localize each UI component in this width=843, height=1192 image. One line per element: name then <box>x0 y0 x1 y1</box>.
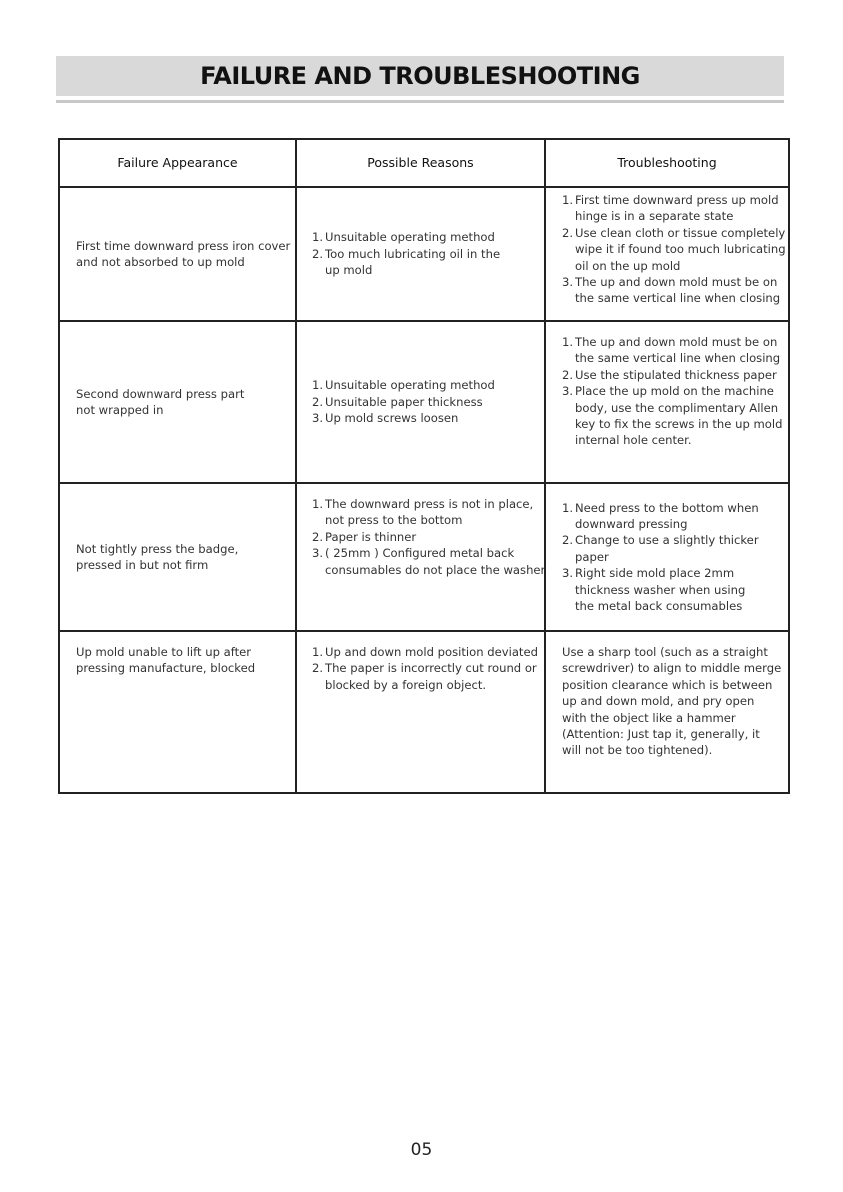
text-line: Use the stipulated thickness paper <box>575 367 777 382</box>
list-item <box>312 545 545 578</box>
text-line: The up and down mold must be on <box>575 335 778 349</box>
troubleshooting-cell <box>546 188 788 320</box>
text-line: body, use the complimentary Allen <box>575 400 779 415</box>
text-line: thickness washer when using <box>575 582 746 597</box>
list-item <box>562 334 782 367</box>
troubleshooting-list <box>562 192 786 307</box>
text-line: with the object like a hammer <box>562 710 736 725</box>
list-item <box>312 529 545 545</box>
list-item <box>562 383 782 449</box>
list-item <box>562 532 759 565</box>
header-failure-appearance: Failure Appearance <box>60 140 297 186</box>
text-line: the same vertical line when closing <box>575 291 781 306</box>
title-band <box>56 56 784 96</box>
table-row <box>60 322 788 484</box>
reasons-list <box>312 644 538 693</box>
list-item <box>562 192 786 225</box>
list-item <box>312 660 538 693</box>
reasons-cell <box>297 322 546 482</box>
text-line: Not tightly press the badge, <box>76 541 239 556</box>
text-line: will not be too tightened). <box>562 743 713 758</box>
text-line: internal hole center. <box>575 433 692 448</box>
list-item <box>312 394 495 410</box>
list-item <box>312 496 545 529</box>
reasons-cell <box>297 188 546 320</box>
text-line: ( 25mm ) Configured metal back <box>325 546 515 561</box>
table-row <box>60 484 788 632</box>
troubleshooting-cell <box>546 632 788 792</box>
failure-cell <box>60 632 297 792</box>
text-line: The up and down mold must be on <box>575 275 778 290</box>
reasons-cell <box>297 632 546 792</box>
failure-cell <box>60 322 297 482</box>
list-item <box>562 565 759 614</box>
text-line: First time downward press iron cover <box>76 238 291 253</box>
text-line: (Attention: Just tap it, generally, it <box>562 727 760 742</box>
title-divider <box>56 100 784 103</box>
text-line: hinge is in a separate state <box>575 209 734 224</box>
text-line: The downward press is not in place, <box>325 497 534 511</box>
reasons-cell <box>297 484 546 630</box>
header-possible-reasons: Possible Reasons <box>297 140 546 186</box>
text-line: screwdriver) to align to middle merge <box>562 661 782 676</box>
text-line: Unsuitable operating method <box>325 378 495 393</box>
text-line: up mold <box>325 263 373 278</box>
list-item <box>562 225 786 274</box>
text-line: downward pressing <box>575 516 688 531</box>
list-item <box>562 500 759 533</box>
text-line: and not absorbed to up mold <box>76 255 245 269</box>
text-line: key to fix the screws in the up mold <box>575 417 783 432</box>
list-item <box>312 410 495 426</box>
text-line: position clearance which is between <box>562 677 773 692</box>
text-line: Use a sharp tool (such as a straight <box>562 645 768 659</box>
list-item <box>312 377 495 393</box>
text-line: Unsuitable operating method <box>325 230 495 245</box>
page-title: FAILURE AND TROUBLESHOOTING <box>200 62 640 90</box>
list-item <box>562 367 782 383</box>
reasons-list <box>312 377 495 426</box>
text-line: Use clean cloth or tissue completely <box>575 225 786 240</box>
table-row <box>60 188 788 322</box>
list-item <box>312 644 538 660</box>
text-line: Up mold unable to lift up after <box>76 645 252 659</box>
text-line: Need press to the bottom when <box>575 500 759 515</box>
text-line: the metal back consumables <box>575 599 743 614</box>
text-line: wipe it if found too much lubricating <box>575 242 786 257</box>
header-troubleshooting: Troubleshooting <box>617 154 717 170</box>
text-line: oil on the up mold <box>575 258 681 273</box>
troubleshooting-list <box>562 500 759 615</box>
page-number: 05 <box>410 1140 433 1160</box>
troubleshooting-list <box>562 334 782 449</box>
table-header-row <box>60 140 788 188</box>
text-line: Place the up mold on the machine <box>575 384 774 399</box>
text-line: Right side mold place 2mm <box>575 566 735 581</box>
text-line: Change to use a slightly thicker <box>575 533 759 548</box>
text-line: consumables do not place the washer <box>325 562 546 577</box>
troubleshooting-text <box>562 644 781 759</box>
text-line: pressing manufacture, blocked <box>76 661 256 676</box>
text-line: blocked by a foreign object. <box>325 677 487 692</box>
text-line: The paper is incorrectly cut round or <box>325 661 537 676</box>
text-line: Paper is thinner <box>325 529 417 544</box>
reasons-list <box>312 229 500 278</box>
text-line: Second downward press part <box>76 386 245 401</box>
failure-text <box>76 386 244 419</box>
troubleshooting-table <box>58 138 790 794</box>
failure-text <box>76 238 290 271</box>
text-line: up and down mold, and pry open <box>562 694 755 709</box>
failure-text <box>76 644 255 677</box>
list-item <box>312 229 500 245</box>
failure-cell <box>60 484 297 630</box>
text-line: Up mold screws loosen <box>325 411 459 426</box>
reasons-list <box>312 496 545 578</box>
text-line: not wrapped in <box>76 403 164 417</box>
list-item <box>562 274 786 307</box>
troubleshooting-cell <box>546 322 788 482</box>
failure-text <box>76 541 238 574</box>
table-row <box>60 632 788 792</box>
text-line: First time downward press up mold <box>575 193 779 207</box>
text-line: not press to the bottom <box>325 513 463 528</box>
troubleshooting-cell <box>546 484 788 630</box>
failure-cell <box>60 188 297 320</box>
text-line: paper <box>575 549 609 564</box>
text-line: Up and down mold position deviated <box>325 645 538 659</box>
text-line: the same vertical line when closing <box>575 351 781 366</box>
text-line: pressed in but not firm <box>76 558 209 572</box>
list-item <box>312 246 500 279</box>
text-line: Too much lubricating oil in the <box>325 246 501 261</box>
text-line: Unsuitable paper thickness <box>325 394 483 409</box>
